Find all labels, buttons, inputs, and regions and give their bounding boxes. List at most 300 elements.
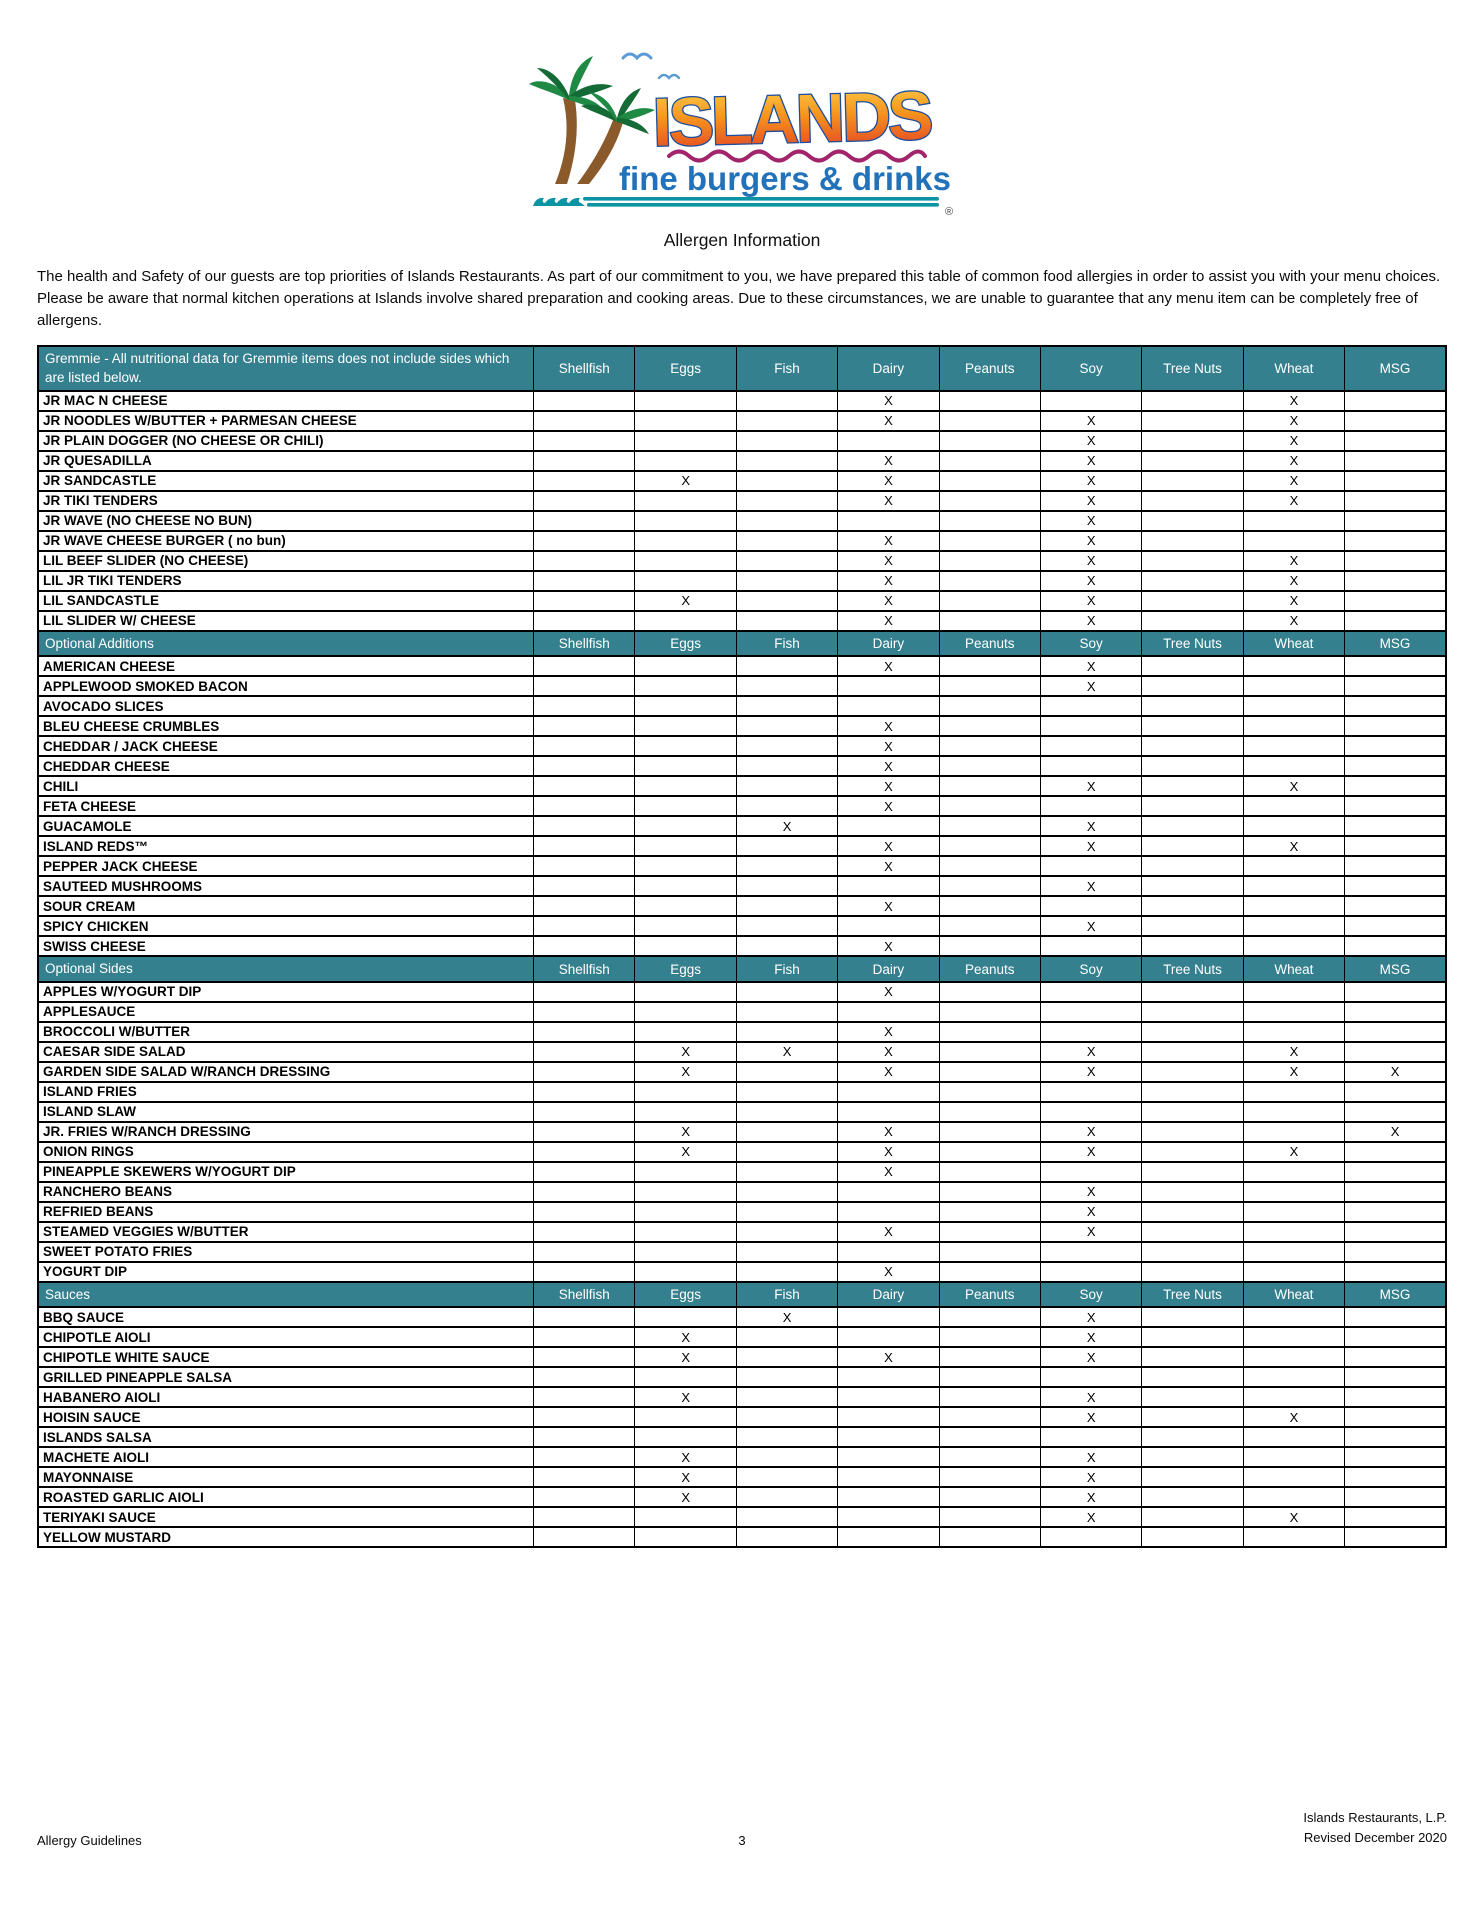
allergen-cell-empty — [1345, 836, 1446, 856]
allergen-cell-empty — [736, 1182, 837, 1202]
allergen-cell-empty — [939, 916, 1040, 936]
item-name: GRILLED PINEAPPLE SALSA — [38, 1367, 534, 1387]
table-row — [38, 391, 1446, 411]
table-row — [38, 716, 1446, 736]
allergen-cell-empty — [838, 431, 939, 451]
allergen-mark-wheat: X — [1243, 1142, 1344, 1162]
allergen-cell-empty — [635, 411, 736, 431]
allergen-cell-empty — [838, 1242, 939, 1262]
allergen-cell-empty — [1142, 736, 1243, 756]
item-name: ONION RINGS — [38, 1142, 534, 1162]
allergen-mark-dairy: X — [838, 471, 939, 491]
allergen-cell-empty — [534, 1447, 635, 1467]
allergen-cell-empty — [1345, 471, 1446, 491]
allergen-cell-empty — [635, 816, 736, 836]
allergen-mark-dairy: X — [838, 1062, 939, 1082]
allergen-cell-empty — [1243, 696, 1344, 716]
allergen-cell-empty — [1243, 1487, 1344, 1507]
allergen-cell-empty — [736, 591, 837, 611]
allergen-cell-empty — [534, 836, 635, 856]
allergen-cell-empty — [736, 1467, 837, 1487]
islands-logo — [37, 0, 1447, 216]
allergen-cell-empty — [1142, 1142, 1243, 1162]
allergen-mark-soy: X — [1040, 571, 1141, 591]
section-label: Optional Additions — [38, 631, 534, 657]
item-name: JR SANDCASTLE — [38, 471, 534, 491]
column-header-wheat: Wheat — [1243, 631, 1344, 657]
allergen-cell-empty — [939, 982, 1040, 1002]
section-label: Optional Sides — [38, 956, 534, 982]
allergen-cell-empty — [939, 1467, 1040, 1487]
allergen-cell-empty — [736, 936, 837, 956]
allergen-cell-empty — [1345, 1142, 1446, 1162]
allergen-cell-empty — [534, 876, 635, 896]
allergen-cell-empty — [1040, 896, 1141, 916]
allergen-cell-empty — [1243, 1002, 1344, 1022]
allergen-cell-empty — [1142, 591, 1243, 611]
allergen-mark-soy: X — [1040, 431, 1141, 451]
item-name: LIL SANDCASTLE — [38, 591, 534, 611]
allergen-cell-empty — [534, 856, 635, 876]
allergen-mark-eggs: X — [635, 1042, 736, 1062]
item-name: PEPPER JACK CHEESE — [38, 856, 534, 876]
allergen-cell-empty — [939, 1527, 1040, 1547]
allergen-cell-empty — [736, 1387, 837, 1407]
allergen-cell-empty — [1243, 1427, 1344, 1447]
allergen-cell-empty — [1142, 1467, 1243, 1487]
allergen-cell-empty — [1142, 611, 1243, 631]
allergen-cell-empty — [1345, 1367, 1446, 1387]
allergen-mark-soy: X — [1040, 1487, 1141, 1507]
table-row — [38, 816, 1446, 836]
allergen-cell-empty — [534, 1202, 635, 1222]
allergen-cell-empty — [534, 511, 635, 531]
allergen-mark-dairy: X — [838, 411, 939, 431]
allergen-cell-empty — [1243, 1447, 1344, 1467]
item-name: BLEU CHEESE CRUMBLES — [38, 716, 534, 736]
allergen-cell-empty — [1345, 676, 1446, 696]
allergen-cell-empty — [939, 1347, 1040, 1367]
allergen-mark-dairy: X — [838, 1042, 939, 1062]
allergen-cell-empty — [534, 451, 635, 471]
allergen-cell-empty — [635, 1102, 736, 1122]
item-name: AMERICAN CHEESE — [38, 656, 534, 676]
column-header-msg: MSG — [1345, 1282, 1446, 1308]
allergen-mark-soy: X — [1040, 1222, 1141, 1242]
allergen-mark-eggs: X — [635, 471, 736, 491]
item-name: FETA CHEESE — [38, 796, 534, 816]
allergen-cell-empty — [1243, 1307, 1344, 1327]
allergen-mark-wheat: X — [1243, 411, 1344, 431]
allergen-mark-wheat: X — [1243, 611, 1344, 631]
allergen-cell-empty — [736, 1347, 837, 1367]
table-row — [38, 1367, 1446, 1387]
allergen-cell-empty — [1345, 1222, 1446, 1242]
allergen-cell-empty — [534, 1347, 635, 1367]
allergen-cell-empty — [939, 471, 1040, 491]
table-row — [38, 796, 1446, 816]
table-row — [38, 936, 1446, 956]
section-header-row — [38, 346, 1446, 391]
allergen-mark-soy: X — [1040, 1447, 1141, 1467]
allergen-cell-empty — [534, 1002, 635, 1022]
allergen-cell-empty — [939, 736, 1040, 756]
item-name: SOUR CREAM — [38, 896, 534, 916]
table-row — [38, 1142, 1446, 1162]
allergen-cell-empty — [1142, 1427, 1243, 1447]
column-header-fish: Fish — [736, 346, 837, 391]
item-name: ISLAND SLAW — [38, 1102, 534, 1122]
item-name: LIL SLIDER W/ CHEESE — [38, 611, 534, 631]
allergen-cell-empty — [939, 1242, 1040, 1262]
allergen-cell-empty — [736, 1162, 837, 1182]
column-header-fish: Fish — [736, 956, 837, 982]
allergen-cell-empty — [736, 471, 837, 491]
allergen-cell-empty — [1243, 1262, 1344, 1282]
allergen-cell-empty — [1142, 1407, 1243, 1427]
column-header-dairy: Dairy — [838, 1282, 939, 1308]
allergen-cell-empty — [1345, 1042, 1446, 1062]
section-header-row — [38, 631, 1446, 657]
table-row — [38, 1407, 1446, 1427]
allergen-cell-empty — [1142, 1182, 1243, 1202]
table-row — [38, 1327, 1446, 1347]
allergen-cell-empty — [635, 656, 736, 676]
allergen-mark-dairy: X — [838, 491, 939, 511]
allergen-cell-empty — [635, 1527, 736, 1547]
allergen-mark-wheat: X — [1243, 571, 1344, 591]
table-row — [38, 1527, 1446, 1547]
column-header-peanuts: Peanuts — [939, 1282, 1040, 1308]
allergen-cell-empty — [736, 716, 837, 736]
allergen-cell-empty — [1142, 1162, 1243, 1182]
table-row — [38, 531, 1446, 551]
allergen-cell-empty — [838, 1367, 939, 1387]
item-name: CHEDDAR / JACK CHEESE — [38, 736, 534, 756]
table-row — [38, 591, 1446, 611]
column-header-soy: Soy — [1040, 956, 1141, 982]
allergen-mark-soy: X — [1040, 451, 1141, 471]
allergen-cell-empty — [1040, 736, 1141, 756]
item-name: APPLEWOOD SMOKED BACON — [38, 676, 534, 696]
allergen-mark-soy: X — [1040, 1507, 1141, 1527]
column-header-wheat: Wheat — [1243, 1282, 1344, 1308]
allergen-cell-empty — [534, 676, 635, 696]
allergen-cell-empty — [1040, 1527, 1141, 1547]
allergen-mark-soy: X — [1040, 1202, 1141, 1222]
allergen-cell-empty — [1345, 1307, 1446, 1327]
allergen-mark-dairy: X — [838, 391, 939, 411]
table-row — [38, 1307, 1446, 1327]
allergen-mark-dairy: X — [838, 776, 939, 796]
allergen-cell-empty — [939, 431, 1040, 451]
allergen-cell-empty — [1243, 511, 1344, 531]
allergen-cell-empty — [939, 1102, 1040, 1122]
allergen-cell-empty — [1243, 936, 1344, 956]
allergen-cell-empty — [838, 1082, 939, 1102]
allergen-cell-empty — [939, 1182, 1040, 1202]
allergen-cell-empty — [939, 1427, 1040, 1447]
allergen-mark-wheat: X — [1243, 431, 1344, 451]
allergen-cell-empty — [1243, 982, 1344, 1002]
allergen-cell-empty — [1142, 1202, 1243, 1222]
column-header-eggs: Eggs — [635, 346, 736, 391]
allergen-cell-empty — [1142, 776, 1243, 796]
allergen-cell-empty — [838, 1427, 939, 1447]
allergen-cell-empty — [534, 982, 635, 1002]
allergen-mark-wheat: X — [1243, 836, 1344, 856]
column-header-msg: MSG — [1345, 956, 1446, 982]
allergen-cell-empty — [736, 916, 837, 936]
item-name: BBQ SAUCE — [38, 1307, 534, 1327]
allergen-cell-empty — [534, 1487, 635, 1507]
allergen-cell-empty — [1142, 1487, 1243, 1507]
allergen-cell-empty — [1345, 431, 1446, 451]
allergen-mark-soy: X — [1040, 1142, 1141, 1162]
allergen-cell-empty — [1243, 856, 1344, 876]
allergen-cell-empty — [1142, 1262, 1243, 1282]
allergen-cell-empty — [1345, 1022, 1446, 1042]
allergen-cell-empty — [939, 796, 1040, 816]
table-row — [38, 1487, 1446, 1507]
item-name: CHIPOTLE WHITE SAUCE — [38, 1347, 534, 1367]
allergen-cell-empty — [838, 1507, 939, 1527]
allergen-mark-dairy: X — [838, 736, 939, 756]
allergen-cell-empty — [736, 736, 837, 756]
table-row — [38, 1062, 1446, 1082]
item-name: REFRIED BEANS — [38, 1202, 534, 1222]
item-name: ISLANDS SALSA — [38, 1427, 534, 1447]
allergen-cell-empty — [635, 1262, 736, 1282]
allergen-mark-wheat: X — [1243, 776, 1344, 796]
allergen-cell-empty — [635, 896, 736, 916]
column-header-soy: Soy — [1040, 346, 1141, 391]
allergen-cell-empty — [939, 876, 1040, 896]
allergen-cell-empty — [939, 571, 1040, 591]
allergen-mark-wheat: X — [1243, 491, 1344, 511]
table-row — [38, 856, 1446, 876]
allergen-cell-empty — [1040, 716, 1141, 736]
allergen-cell-empty — [939, 1082, 1040, 1102]
allergen-cell-empty — [635, 696, 736, 716]
allergen-cell-empty — [736, 1002, 837, 1022]
item-name: LIL BEEF SLIDER (NO CHEESE) — [38, 551, 534, 571]
allergen-cell-empty — [635, 1242, 736, 1262]
allergen-cell-empty — [1142, 816, 1243, 836]
allergen-cell-empty — [1142, 1507, 1243, 1527]
allergen-mark-eggs: X — [635, 591, 736, 611]
allergen-cell-empty — [939, 1487, 1040, 1507]
allergen-cell-empty — [1243, 676, 1344, 696]
allergen-cell-empty — [1040, 1427, 1141, 1447]
allergen-cell-empty — [736, 1262, 837, 1282]
table-row — [38, 1022, 1446, 1042]
allergen-cell-empty — [1040, 1002, 1141, 1022]
footer-right-block — [746, 1808, 1447, 1848]
allergen-cell-empty — [736, 1222, 837, 1242]
allergen-cell-empty — [736, 551, 837, 571]
allergen-cell-empty — [1243, 1347, 1344, 1367]
allergen-cell-empty — [1243, 1527, 1344, 1547]
allergen-cell-empty — [1142, 896, 1243, 916]
allergen-cell-empty — [1345, 1447, 1446, 1467]
allergen-table — [37, 345, 1447, 1549]
section-label: Gremmie - All nutritional data for Gremmie items does not include sides which are listed below. — [38, 346, 534, 391]
allergen-cell-empty — [534, 756, 635, 776]
allergen-cell-empty — [939, 676, 1040, 696]
allergen-mark-soy: X — [1040, 1182, 1141, 1202]
table-row — [38, 676, 1446, 696]
allergen-mark-eggs: X — [635, 1467, 736, 1487]
item-name: SWEET POTATO FRIES — [38, 1242, 534, 1262]
allergen-cell-empty — [939, 1222, 1040, 1242]
allergen-cell-empty — [939, 776, 1040, 796]
allergen-cell-empty — [534, 736, 635, 756]
allergen-mark-eggs: X — [635, 1487, 736, 1507]
allergen-cell-empty — [534, 611, 635, 631]
allergen-cell-empty — [1243, 1367, 1344, 1387]
allergen-cell-empty — [939, 531, 1040, 551]
allergen-mark-soy: X — [1040, 1407, 1141, 1427]
table-row — [38, 451, 1446, 471]
allergen-cell-empty — [534, 1142, 635, 1162]
item-name: JR WAVE (NO CHEESE NO BUN) — [38, 511, 534, 531]
allergen-cell-empty — [939, 1307, 1040, 1327]
table-row — [38, 1002, 1446, 1022]
allergen-cell-empty — [939, 1327, 1040, 1347]
table-row — [38, 1467, 1446, 1487]
allergen-cell-empty — [939, 611, 1040, 631]
allergen-cell-empty — [534, 1122, 635, 1142]
allergen-cell-empty — [736, 1202, 837, 1222]
footer-page-number: 3 — [738, 1833, 746, 1849]
table-row — [38, 836, 1446, 856]
allergen-cell-empty — [534, 896, 635, 916]
table-row — [38, 696, 1446, 716]
allergen-cell-empty — [1243, 1122, 1344, 1142]
allergen-cell-empty — [736, 1407, 837, 1427]
allergen-cell-empty — [635, 1222, 736, 1242]
allergen-cell-empty — [1345, 936, 1446, 956]
allergen-cell-empty — [1142, 1527, 1243, 1547]
allergen-cell-empty — [635, 511, 736, 531]
allergen-cell-empty — [534, 1367, 635, 1387]
allergen-cell-empty — [635, 451, 736, 471]
item-name: JR PLAIN DOGGER (NO CHEESE OR CHILI) — [38, 431, 534, 451]
item-name: APPLESAUCE — [38, 1002, 534, 1022]
allergen-cell-empty — [838, 676, 939, 696]
allergen-mark-soy: X — [1040, 591, 1141, 611]
table-row — [38, 756, 1446, 776]
table-row — [38, 1347, 1446, 1367]
allergen-cell-empty — [736, 611, 837, 631]
item-name: PINEAPPLE SKEWERS W/YOGURT DIP — [38, 1162, 534, 1182]
allergen-cell-empty — [635, 1407, 736, 1427]
allergen-cell-empty — [1345, 696, 1446, 716]
tagline-text: fine burgers & drinks — [619, 160, 951, 197]
allergen-cell-empty — [1243, 1162, 1344, 1182]
allergen-cell-empty — [1040, 982, 1141, 1002]
allergen-cell-empty — [1243, 1222, 1344, 1242]
allergen-mark-dairy: X — [838, 591, 939, 611]
allergen-cell-empty — [1142, 1367, 1243, 1387]
item-name: HABANERO AIOLI — [38, 1387, 534, 1407]
allergen-cell-empty — [1345, 451, 1446, 471]
table-row — [38, 1102, 1446, 1122]
allergen-mark-wheat: X — [1243, 1042, 1344, 1062]
allergen-mark-dairy: X — [838, 836, 939, 856]
allergen-cell-empty — [534, 551, 635, 571]
allergen-cell-empty — [1243, 1242, 1344, 1262]
allergen-cell-empty — [939, 591, 1040, 611]
islands-brand-text: ISLANDS — [651, 77, 932, 161]
allergen-cell-empty — [1345, 1327, 1446, 1347]
column-header-tree-nuts: Tree Nuts — [1142, 346, 1243, 391]
allergen-mark-soy: X — [1040, 1347, 1141, 1367]
allergen-cell-empty — [838, 511, 939, 531]
allergen-cell-empty — [736, 776, 837, 796]
footer-company-line: Islands Restaurants, L.P. — [1303, 1810, 1447, 1825]
column-header-wheat: Wheat — [1243, 346, 1344, 391]
allergen-cell-empty — [939, 1042, 1040, 1062]
column-header-soy: Soy — [1040, 631, 1141, 657]
allergen-cell-empty — [1345, 816, 1446, 836]
intro-paragraph: The health and Safety of our guests are top priorities of Islands Restaurants. As part of our commitment to you, we have prepared this table of common food allergies in order to assist you with your menu choices. Please be aware that normal kitchen operations at Islands involve shared preparation and cooking areas. Due to these circumstances, we are unable to guarantee that any menu item can be completely free of allergens. — [37, 268, 1441, 330]
allergen-cell-empty — [1142, 511, 1243, 531]
allergen-cell-empty — [838, 696, 939, 716]
footer-left-text: Allergy Guidelines — [37, 1833, 142, 1849]
allergen-cell-empty — [534, 1427, 635, 1447]
allergen-cell-empty — [1345, 896, 1446, 916]
allergen-cell-empty — [736, 1327, 837, 1347]
allergen-mark-soy: X — [1040, 916, 1141, 936]
allergen-cell-empty — [1345, 551, 1446, 571]
allergen-cell-empty — [1142, 1102, 1243, 1122]
allergen-cell-empty — [939, 451, 1040, 471]
allergen-cell-empty — [1243, 736, 1344, 756]
allergen-cell-empty — [736, 1122, 837, 1142]
allergen-mark-wheat: X — [1243, 1407, 1344, 1427]
item-name: SWISS CHEESE — [38, 936, 534, 956]
allergen-mark-dairy: X — [838, 1142, 939, 1162]
allergen-cell-empty — [1345, 916, 1446, 936]
allergen-mark-soy: X — [1040, 1062, 1141, 1082]
allergen-mark-soy: X — [1040, 531, 1141, 551]
allergen-cell-empty — [635, 756, 736, 776]
allergen-cell-empty — [1040, 391, 1141, 411]
allergen-cell-empty — [1243, 1022, 1344, 1042]
allergen-cell-empty — [736, 796, 837, 816]
allergen-cell-empty — [939, 1387, 1040, 1407]
allergen-cell-empty — [736, 431, 837, 451]
allergen-cell-empty — [736, 1142, 837, 1162]
table-row — [38, 776, 1446, 796]
allergen-cell-empty — [1345, 982, 1446, 1002]
allergen-cell-empty — [939, 756, 1040, 776]
allergen-mark-soy: X — [1040, 551, 1141, 571]
allergen-cell-empty — [1142, 936, 1243, 956]
allergen-cell-empty — [939, 1062, 1040, 1082]
allergen-cell-empty — [1345, 611, 1446, 631]
allergen-cell-empty — [534, 1467, 635, 1487]
allergen-cell-empty — [635, 1507, 736, 1527]
allergen-cell-empty — [1345, 391, 1446, 411]
allergen-mark-soy: X — [1040, 1467, 1141, 1487]
item-name: AVOCADO SLICES — [38, 696, 534, 716]
allergen-cell-empty — [1243, 1467, 1344, 1487]
allergen-cell-empty — [736, 1022, 837, 1042]
allergen-cell-empty — [635, 716, 736, 736]
